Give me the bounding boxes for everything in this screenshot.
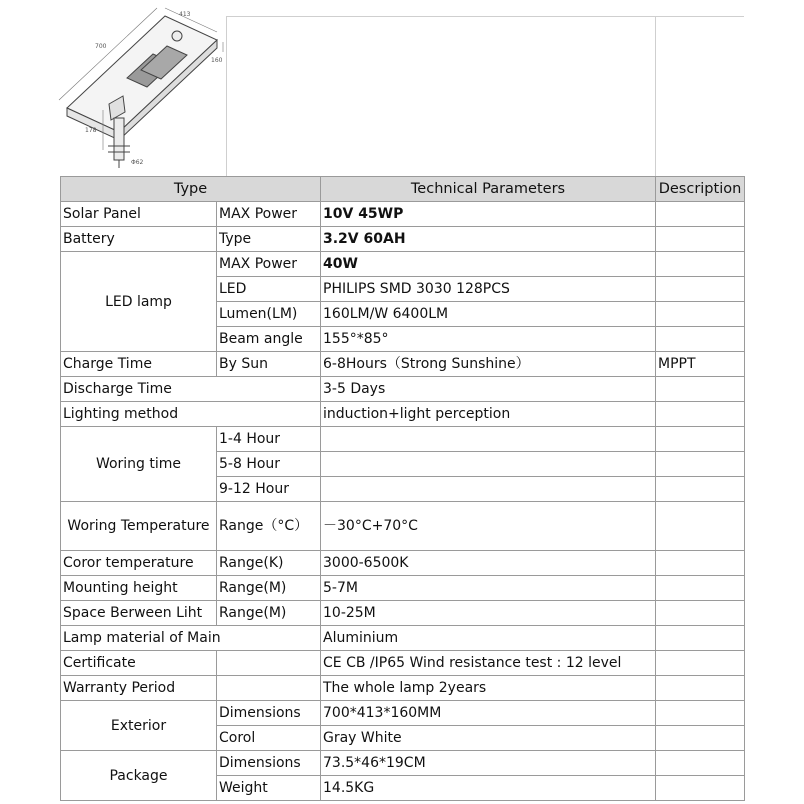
row-value: 10-25M xyxy=(321,601,656,626)
row-label: Exterior xyxy=(61,701,217,751)
row-label: Battery xyxy=(61,227,217,252)
row-desc xyxy=(656,452,745,477)
row-desc xyxy=(656,277,745,302)
row-sub: 9-12 Hour xyxy=(217,477,321,502)
table-row xyxy=(61,551,745,576)
row-label: Lamp material of Main xyxy=(61,626,321,651)
row-label: Lighting method xyxy=(61,402,321,427)
row-desc xyxy=(656,402,745,427)
row-label: Coror temperature xyxy=(61,551,217,576)
row-sub: By Sun xyxy=(217,352,321,377)
table-row xyxy=(61,402,745,427)
row-desc xyxy=(656,427,745,452)
table-row xyxy=(61,202,745,227)
dim-right-label: 160 xyxy=(211,57,223,64)
row-desc xyxy=(656,701,745,726)
row-desc xyxy=(656,601,745,626)
header-description: Description xyxy=(656,177,745,202)
row-sub: Lumen(LM) xyxy=(217,302,321,327)
row-desc xyxy=(656,776,745,801)
row-value: 10V 45WP xyxy=(321,202,656,227)
row-desc xyxy=(656,202,745,227)
row-sub: Type xyxy=(217,227,321,252)
row-sub xyxy=(217,651,321,676)
row-desc xyxy=(656,252,745,277)
dim-pole-diameter-label: Φ62 xyxy=(131,159,144,166)
row-value: Aluminium xyxy=(321,626,656,651)
row-value: 3000-6500K xyxy=(321,551,656,576)
row-sub: LED xyxy=(217,277,321,302)
row-value: Gray White xyxy=(321,726,656,751)
row-label: Woring Temperature xyxy=(61,502,217,551)
row-label: Woring time xyxy=(61,427,217,502)
row-value: induction+light perception xyxy=(321,402,656,427)
grid-line xyxy=(226,16,744,17)
table-row xyxy=(61,227,745,252)
row-sub: MAX Power xyxy=(217,252,321,277)
row-desc xyxy=(656,227,745,252)
dim-top-label: 413 xyxy=(179,11,191,18)
row-value xyxy=(321,427,656,452)
row-label: Certificate xyxy=(61,651,217,676)
row-sub: Range(K) xyxy=(217,551,321,576)
dim-left-label: 700 xyxy=(95,43,107,50)
table-row xyxy=(61,352,745,377)
table-row xyxy=(61,377,745,402)
row-value: 3-5 Days xyxy=(321,377,656,402)
table-row xyxy=(61,751,745,776)
row-sub: Dimensions xyxy=(217,701,321,726)
row-sub xyxy=(217,676,321,701)
row-label: Discharge Time xyxy=(61,377,321,402)
row-sub: Range（°C） xyxy=(217,502,321,551)
row-label: Mounting height xyxy=(61,576,217,601)
row-value: 14.5KG xyxy=(321,776,656,801)
row-sub: 1-4 Hour xyxy=(217,427,321,452)
table-row xyxy=(61,427,745,452)
row-value: 6-8Hours（Strong Sunshine） xyxy=(321,352,656,377)
grid-line xyxy=(655,16,656,176)
row-desc xyxy=(656,477,745,502)
row-desc xyxy=(656,751,745,776)
row-desc xyxy=(656,502,745,551)
row-value: 700*413*160MM xyxy=(321,701,656,726)
row-label: Package xyxy=(61,751,217,801)
header-type: Type xyxy=(61,177,321,202)
row-sub: Weight xyxy=(217,776,321,801)
product-drawing xyxy=(55,0,225,176)
row-value: 40W xyxy=(321,252,656,277)
table-row xyxy=(61,701,745,726)
row-desc xyxy=(656,651,745,676)
row-desc xyxy=(656,302,745,327)
table-row xyxy=(61,601,745,626)
grid-line xyxy=(226,16,227,176)
row-label: Solar Panel xyxy=(61,202,217,227)
table-row xyxy=(61,626,745,651)
row-value: 160LM/W 6400LM xyxy=(321,302,656,327)
row-desc xyxy=(656,551,745,576)
row-desc: MPPT xyxy=(656,352,745,377)
row-sub: MAX Power xyxy=(217,202,321,227)
row-sub: Beam angle xyxy=(217,327,321,352)
row-sub: Range(M) xyxy=(217,601,321,626)
row-label: Space Berween Liht xyxy=(61,601,217,626)
row-desc xyxy=(656,726,745,751)
row-sub: Range(M) xyxy=(217,576,321,601)
row-value: CE CB /IP65 Wind resistance test : 12 level xyxy=(321,651,656,676)
row-value xyxy=(321,452,656,477)
table-row xyxy=(61,676,745,701)
spec-table xyxy=(60,176,745,801)
table-row xyxy=(61,252,745,277)
row-value: 5-7M xyxy=(321,576,656,601)
header-parameters: Technical Parameters xyxy=(321,177,656,202)
row-value: 155°*85° xyxy=(321,327,656,352)
row-value xyxy=(321,477,656,502)
row-label: Warranty Period xyxy=(61,676,217,701)
table-header-row xyxy=(61,177,745,202)
row-label: LED lamp xyxy=(61,252,217,352)
row-label: Charge Time xyxy=(61,352,217,377)
row-desc xyxy=(656,377,745,402)
row-sub: Dimensions xyxy=(217,751,321,776)
row-value: PHILIPS SMD 3030 128PCS xyxy=(321,277,656,302)
row-value: －30°C+70°C xyxy=(321,502,656,551)
row-value: 3.2V 60AH xyxy=(321,227,656,252)
table-row xyxy=(61,502,745,551)
row-desc xyxy=(656,576,745,601)
row-desc xyxy=(656,626,745,651)
row-sub: 5-8 Hour xyxy=(217,452,321,477)
table-row xyxy=(61,576,745,601)
row-sub: Corol xyxy=(217,726,321,751)
row-desc xyxy=(656,327,745,352)
row-value: 73.5*46*19CM xyxy=(321,751,656,776)
row-desc xyxy=(656,676,745,701)
row-value: The whole lamp 2years xyxy=(321,676,656,701)
table-row xyxy=(61,651,745,676)
dim-pole-height-label: 178 xyxy=(85,127,97,134)
